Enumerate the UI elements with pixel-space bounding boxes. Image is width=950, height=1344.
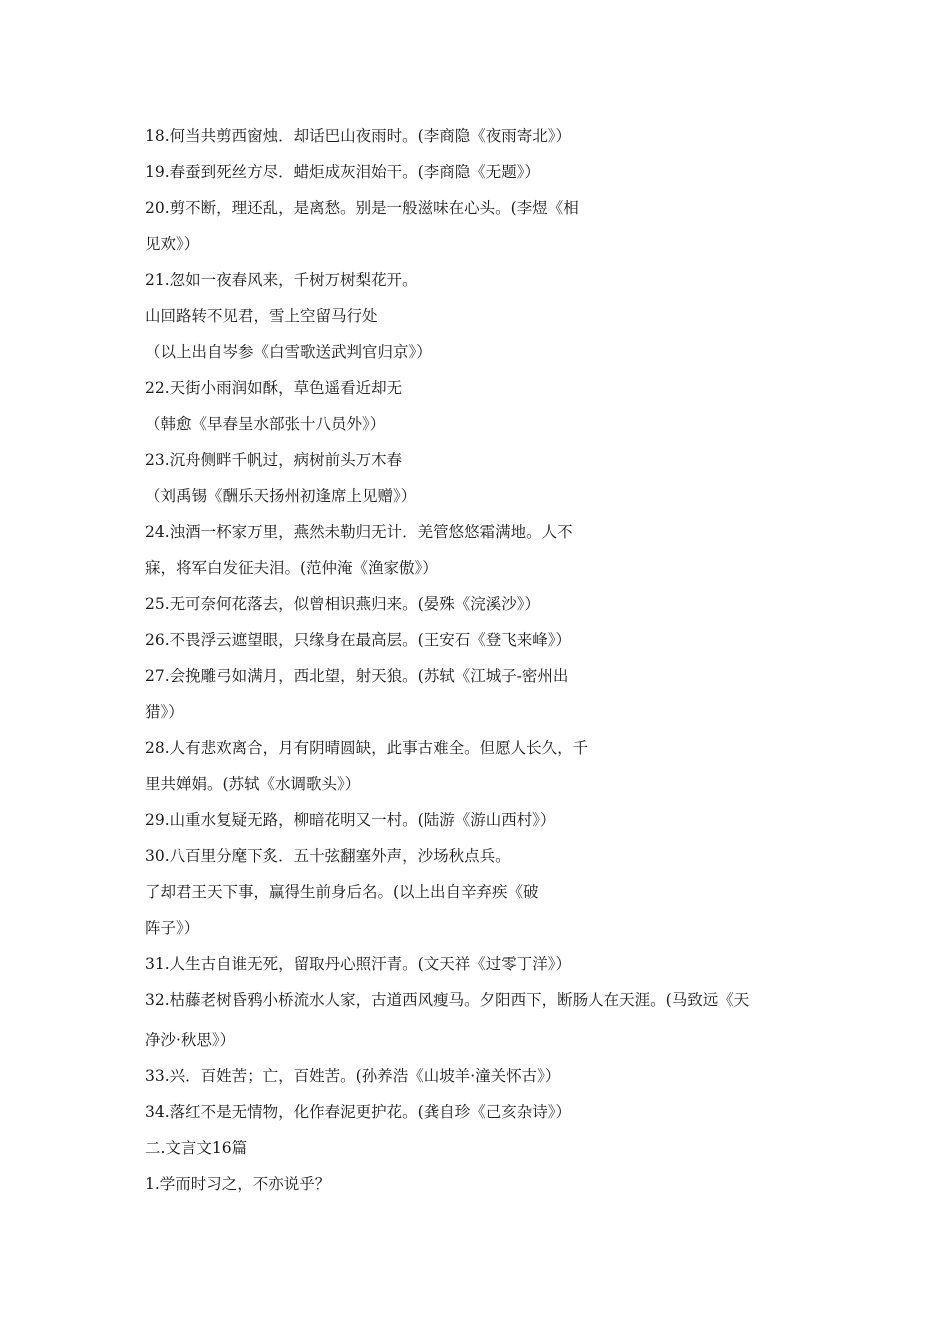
text-line: 见欢》） [145,235,200,253]
text-line: 23.沉舟侧畔千帆过，病树前头万木春 [145,451,403,469]
text-line: 32.枯藤老树昏鸦小桥流水人家，古道西风瘦马。夕阳西下，断肠人在天涯。(马致远《天 [145,991,750,1009]
text-line: 26.不畏浮云遮望眼，只缘身在最高层。(王安石《登飞来峰》） [145,631,571,649]
text-line: 阵子》） [145,919,200,937]
text-line: 29.山重水复疑无路，柳暗花明又一村。(陆游《游山西村》） [145,811,556,829]
section-heading: 二.文言文16篇 [145,1139,248,1157]
text-line: 33.兴．百姓苦；亡，百姓苦。(孙养浩《山坡羊·潼关怀古》） [145,1067,561,1085]
text-line: 19.春蚕到死丝方尽．蜡炬成灰泪始干。(李商隐《无题》） [145,163,540,181]
text-line: 28.人有悲欢离合，月有阴晴圆缺，此事古难全。但愿人长久，千 [145,739,589,757]
text-line: 1.学而时习之，不亦说乎？ [145,1175,331,1193]
document-body [145,124,835,1208]
text-line: 22.天街小雨润如酥，草色遥看近却无 [145,379,403,397]
text-line: 24.浊酒一杯家万里，燕然未勒归无计．羌管悠悠霜满地。人不 [145,523,573,541]
text-line: 30.八百里分麾下炙．五十弦翻塞外声，沙场秋点兵。 [145,847,511,865]
text-line: 21.忽如一夜春风来，千树万树梨花开。 [145,271,418,289]
text-line: 了却君王天下事，赢得生前身后名。(以上出自辛弃疾《破 [145,883,539,901]
text-line: 27.会挽雕弓如满月，西北望，射天狼。(苏轼《江城子-密州出 [145,667,569,685]
text-line: 25.无可奈何花落去，似曾相识燕归来。(晏殊《浣溪沙》） [145,595,540,613]
text-line: 20.剪不断，理还乱，是离愁。别是一般滋味在心头。(李煜《相 [145,199,579,217]
text-line: 里共婵娟。(苏轼《水调歌头》） [145,775,361,793]
text-line: 山回路转不见君，雪上空留马行处 [145,307,378,325]
text-line: 寐，将军白发征夫泪。(范仲淹《渔家傲》） [145,559,438,577]
text-line: 净沙·秋思》） [145,1031,236,1049]
text-line: （以上出自岑参《白雪歌送武判官归京》） [145,343,432,361]
text-line: 猎》） [145,703,184,721]
text-line: 34.落红不是无情物，化作春泥更护花。(龚自珍《己亥杂诗》） [145,1103,571,1121]
text-line: （刘禹锡《酬乐天扬州初逢席上见赠》） [145,487,417,505]
text-line: 31.人生古自谁无死，留取丹心照汗青。(文天祥《过零丁洋》） [145,955,571,973]
text-line: （韩愈《早春呈水部张十八员外》） [145,415,386,433]
text-line: 18.何当共剪西窗烛．却话巴山夜雨时。(李商隐《夜雨寄北》） [145,127,571,145]
